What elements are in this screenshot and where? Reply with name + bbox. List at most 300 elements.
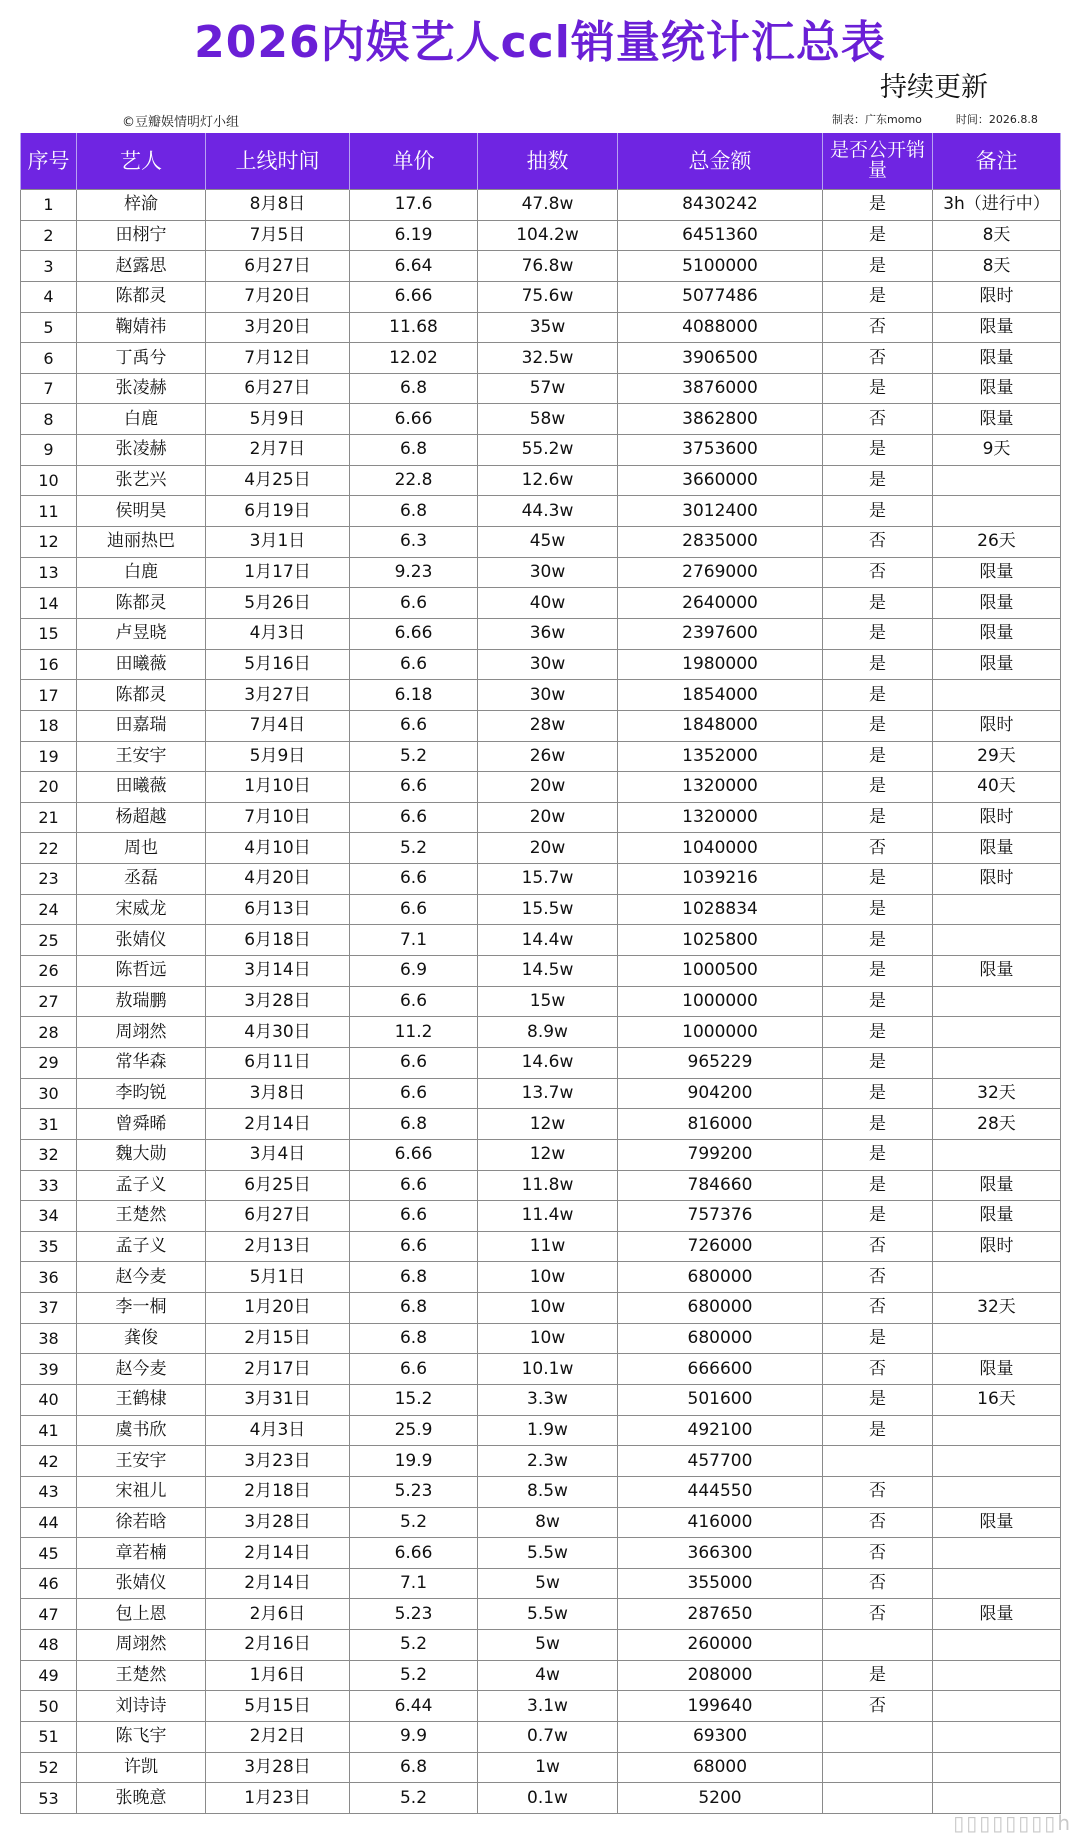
cell-count: 10w: [478, 1293, 618, 1324]
cell-launch-date: 6月27日: [206, 1201, 350, 1232]
cell-total-amount: 1000000: [618, 1017, 823, 1048]
cell-launch-date: 7月20日: [206, 281, 350, 312]
cell-unit-price: 6.6: [350, 802, 478, 833]
cell-index: 1: [21, 190, 77, 221]
cell-count: 5w: [478, 1630, 618, 1661]
table-row: [21, 1354, 1061, 1385]
cell-notes: 限量: [933, 343, 1061, 374]
table-row: [21, 649, 1061, 680]
cell-index: 23: [21, 864, 77, 895]
cell-count: 2.3w: [478, 1446, 618, 1477]
cell-index: 48: [21, 1630, 77, 1661]
cell-artist: 李一桐: [77, 1293, 206, 1324]
cell-unit-price: 6.44: [350, 1691, 478, 1722]
cell-artist: 赵今麦: [77, 1262, 206, 1293]
cell-count: 8.5w: [478, 1476, 618, 1507]
cell-count: 8.9w: [478, 1017, 618, 1048]
cell-public-sales: 否: [823, 1354, 933, 1385]
cell-total-amount: 2640000: [618, 588, 823, 619]
cell-public-sales: 是: [823, 373, 933, 404]
cell-count: 20w: [478, 802, 618, 833]
cell-notes: 限时: [933, 281, 1061, 312]
cell-artist: 周翊然: [77, 1630, 206, 1661]
cell-notes: [933, 1568, 1061, 1599]
cell-total-amount: 260000: [618, 1630, 823, 1661]
cell-launch-date: 5月16日: [206, 649, 350, 680]
cell-notes: [933, 680, 1061, 711]
cell-unit-price: 6.3: [350, 527, 478, 558]
cell-index: 44: [21, 1507, 77, 1538]
cell-unit-price: 15.2: [350, 1384, 478, 1415]
cell-unit-price: 6.8: [350, 435, 478, 466]
cell-launch-date: 6月18日: [206, 925, 350, 956]
cell-public-sales: 是: [823, 220, 933, 251]
cell-launch-date: 2月13日: [206, 1231, 350, 1262]
table-row: [21, 1415, 1061, 1446]
cell-public-sales: 否: [823, 1568, 933, 1599]
table-row: [21, 772, 1061, 803]
table-row: [21, 220, 1061, 251]
cell-unit-price: 6.9: [350, 956, 478, 987]
cell-count: 30w: [478, 680, 618, 711]
cell-index: 5: [21, 312, 77, 343]
table-row: [21, 373, 1061, 404]
meta-info: [832, 111, 1038, 127]
cell-count: 5.5w: [478, 1599, 618, 1630]
cell-index: 28: [21, 1017, 77, 1048]
cell-index: 12: [21, 527, 77, 558]
cell-total-amount: 1854000: [618, 680, 823, 711]
cell-unit-price: 6.8: [350, 1752, 478, 1783]
cell-count: 0.1w: [478, 1783, 618, 1814]
cell-launch-date: 2月14日: [206, 1568, 350, 1599]
cell-artist: 周翊然: [77, 1017, 206, 1048]
cell-notes: [933, 1752, 1061, 1783]
cell-launch-date: 4月20日: [206, 864, 350, 895]
cell-notes: 限量: [933, 373, 1061, 404]
cell-artist: 章若楠: [77, 1538, 206, 1569]
cell-unit-price: 6.6: [350, 864, 478, 895]
cell-launch-date: 1月10日: [206, 772, 350, 803]
cell-public-sales: [823, 1752, 933, 1783]
header-notes: 备注: [933, 133, 1061, 190]
cell-index: 8: [21, 404, 77, 435]
cell-total-amount: 492100: [618, 1415, 823, 1446]
cell-launch-date: 7月10日: [206, 802, 350, 833]
cell-public-sales: 是: [823, 1109, 933, 1140]
cell-notes: 9天: [933, 435, 1061, 466]
cell-index: 41: [21, 1415, 77, 1446]
table-row: [21, 404, 1061, 435]
cell-launch-date: 4月30日: [206, 1017, 350, 1048]
cell-count: 45w: [478, 527, 618, 558]
table-row: [21, 1722, 1061, 1753]
cell-unit-price: 12.02: [350, 343, 478, 374]
cell-launch-date: 3月20日: [206, 312, 350, 343]
cell-total-amount: 1000000: [618, 986, 823, 1017]
table-row: [21, 710, 1061, 741]
cell-total-amount: 69300: [618, 1722, 823, 1753]
cell-notes: [933, 1476, 1061, 1507]
cell-public-sales: 是: [823, 1139, 933, 1170]
cell-unit-price: 6.66: [350, 281, 478, 312]
table-row: [21, 1783, 1061, 1814]
cell-launch-date: 2月6日: [206, 1599, 350, 1630]
cell-unit-price: 6.6: [350, 710, 478, 741]
header-index: 序号: [21, 133, 77, 190]
cell-notes: [933, 1047, 1061, 1078]
cell-artist: 许凯: [77, 1752, 206, 1783]
cell-total-amount: 1039216: [618, 864, 823, 895]
cell-launch-date: 3月23日: [206, 1446, 350, 1477]
cell-notes: 限量: [933, 312, 1061, 343]
cell-unit-price: 6.8: [350, 1262, 478, 1293]
cell-artist: 张婧仪: [77, 925, 206, 956]
cell-launch-date: 5月1日: [206, 1262, 350, 1293]
cell-artist: 曾舜晞: [77, 1109, 206, 1140]
cell-count: 11.8w: [478, 1170, 618, 1201]
cell-artist: 李昀锐: [77, 1078, 206, 1109]
cell-notes: [933, 1660, 1061, 1691]
table-row: [21, 986, 1061, 1017]
table-row: [21, 1384, 1061, 1415]
cell-total-amount: 1352000: [618, 741, 823, 772]
cell-count: 20w: [478, 833, 618, 864]
cell-public-sales: 否: [823, 312, 933, 343]
cell-unit-price: 6.6: [350, 1078, 478, 1109]
table-row: [21, 435, 1061, 466]
cell-index: 37: [21, 1293, 77, 1324]
cell-index: 45: [21, 1538, 77, 1569]
cell-notes: [933, 1783, 1061, 1814]
cell-index: 6: [21, 343, 77, 374]
cell-public-sales: [823, 1722, 933, 1753]
cell-artist: 陈哲远: [77, 956, 206, 987]
cell-launch-date: 6月19日: [206, 496, 350, 527]
cell-notes: 限量: [933, 1170, 1061, 1201]
cell-artist: 常华森: [77, 1047, 206, 1078]
cell-index: 29: [21, 1047, 77, 1078]
cell-launch-date: 2月14日: [206, 1109, 350, 1140]
cell-public-sales: 是: [823, 925, 933, 956]
cell-unit-price: 6.6: [350, 894, 478, 925]
date-label: 时间：2026.8.8: [955, 113, 1038, 126]
cell-total-amount: 3876000: [618, 373, 823, 404]
cell-public-sales: [823, 1783, 933, 1814]
cell-count: 28w: [478, 710, 618, 741]
cell-index: 36: [21, 1262, 77, 1293]
cell-count: 14.6w: [478, 1047, 618, 1078]
cell-launch-date: 6月13日: [206, 894, 350, 925]
cell-notes: [933, 894, 1061, 925]
cell-count: 5.5w: [478, 1538, 618, 1569]
cell-notes: 29天: [933, 741, 1061, 772]
cell-count: 76.8w: [478, 251, 618, 282]
cell-unit-price: 6.8: [350, 373, 478, 404]
cell-index: 14: [21, 588, 77, 619]
cell-unit-price: 6.6: [350, 588, 478, 619]
cell-total-amount: 1848000: [618, 710, 823, 741]
cell-artist: 陈都灵: [77, 680, 206, 711]
cell-artist: 徐若晗: [77, 1507, 206, 1538]
cell-index: 11: [21, 496, 77, 527]
cell-public-sales: 是: [823, 1201, 933, 1232]
cell-total-amount: 680000: [618, 1262, 823, 1293]
cell-count: 32.5w: [478, 343, 618, 374]
header-launch-date: 上线时间: [206, 133, 350, 190]
table-row: [21, 1078, 1061, 1109]
cell-artist: 杨超越: [77, 802, 206, 833]
table-row: [21, 1262, 1061, 1293]
cell-count: 75.6w: [478, 281, 618, 312]
cell-public-sales: 是: [823, 1323, 933, 1354]
cell-unit-price: 6.66: [350, 1538, 478, 1569]
cell-notes: 8天: [933, 220, 1061, 251]
cell-unit-price: 6.19: [350, 220, 478, 251]
cell-public-sales: 否: [823, 1599, 933, 1630]
table-row: [21, 465, 1061, 496]
cell-notes: 限量: [933, 1599, 1061, 1630]
cell-index: 53: [21, 1783, 77, 1814]
cell-index: 39: [21, 1354, 77, 1385]
cell-count: 47.8w: [478, 190, 618, 221]
table-row: [21, 1507, 1061, 1538]
cell-index: 3: [21, 251, 77, 282]
cell-public-sales: 是: [823, 1078, 933, 1109]
cell-public-sales: 是: [823, 435, 933, 466]
cell-notes: [933, 986, 1061, 1017]
cell-public-sales: 是: [823, 680, 933, 711]
cell-total-amount: 726000: [618, 1231, 823, 1262]
table-row: [21, 588, 1061, 619]
header-artist: 艺人: [77, 133, 206, 190]
cell-unit-price: 6.66: [350, 1139, 478, 1170]
cell-unit-price: 6.18: [350, 680, 478, 711]
cell-launch-date: 4月25日: [206, 465, 350, 496]
header-unit-price: 单价: [350, 133, 478, 190]
cell-artist: 迪丽热巴: [77, 527, 206, 558]
cell-launch-date: 6月27日: [206, 251, 350, 282]
cell-index: 13: [21, 557, 77, 588]
cell-count: 12.6w: [478, 465, 618, 496]
cell-total-amount: 1980000: [618, 649, 823, 680]
cell-notes: 限时: [933, 864, 1061, 895]
cell-notes: [933, 496, 1061, 527]
cell-launch-date: 3月28日: [206, 986, 350, 1017]
cell-public-sales: 是: [823, 281, 933, 312]
cell-launch-date: 3月28日: [206, 1752, 350, 1783]
cell-public-sales: 否: [823, 404, 933, 435]
cell-notes: [933, 1415, 1061, 1446]
cell-count: 15.5w: [478, 894, 618, 925]
cell-count: 40w: [478, 588, 618, 619]
cell-unit-price: 6.6: [350, 1170, 478, 1201]
cell-launch-date: 1月23日: [206, 1783, 350, 1814]
cell-launch-date: 1月6日: [206, 1660, 350, 1691]
maker-label: 制表：广东momo: [832, 113, 922, 126]
cell-total-amount: 816000: [618, 1109, 823, 1140]
cell-notes: [933, 1446, 1061, 1477]
table-row: [21, 1047, 1061, 1078]
cell-unit-price: 6.6: [350, 1354, 478, 1385]
table-row: [21, 557, 1061, 588]
table-row: [21, 741, 1061, 772]
cell-launch-date: 4月10日: [206, 833, 350, 864]
cell-artist: 刘诗诗: [77, 1691, 206, 1722]
cell-public-sales: 是: [823, 710, 933, 741]
cell-index: 38: [21, 1323, 77, 1354]
cell-artist: 丞磊: [77, 864, 206, 895]
cell-launch-date: 5月26日: [206, 588, 350, 619]
cell-count: 3.1w: [478, 1691, 618, 1722]
cell-total-amount: 784660: [618, 1170, 823, 1201]
cell-artist: 宋祖儿: [77, 1476, 206, 1507]
cell-notes: 限量: [933, 557, 1061, 588]
cell-artist: 白鹿: [77, 404, 206, 435]
cell-index: 47: [21, 1599, 77, 1630]
cell-launch-date: 3月14日: [206, 956, 350, 987]
cell-artist: 陈飞宇: [77, 1722, 206, 1753]
cell-artist: 王安宇: [77, 1446, 206, 1477]
cell-index: 50: [21, 1691, 77, 1722]
cell-unit-price: 11.68: [350, 312, 478, 343]
cell-total-amount: 3753600: [618, 435, 823, 466]
cell-public-sales: 否: [823, 1231, 933, 1262]
cell-unit-price: 7.1: [350, 1568, 478, 1599]
cell-index: 30: [21, 1078, 77, 1109]
cell-index: 49: [21, 1660, 77, 1691]
cell-index: 21: [21, 802, 77, 833]
cell-total-amount: 355000: [618, 1568, 823, 1599]
cell-notes: 限量: [933, 588, 1061, 619]
cell-count: 104.2w: [478, 220, 618, 251]
cell-unit-price: 6.6: [350, 772, 478, 803]
cell-launch-date: 2月15日: [206, 1323, 350, 1354]
cell-total-amount: 416000: [618, 1507, 823, 1538]
cell-unit-price: 5.2: [350, 741, 478, 772]
cell-notes: 16天: [933, 1384, 1061, 1415]
cell-artist: 孟子义: [77, 1170, 206, 1201]
cell-unit-price: 9.23: [350, 557, 478, 588]
table-row: [21, 1568, 1061, 1599]
cell-total-amount: 1028834: [618, 894, 823, 925]
table-row: [21, 1446, 1061, 1477]
table-row: [21, 680, 1061, 711]
cell-artist: 包上恩: [77, 1599, 206, 1630]
cell-artist: 鞠婧祎: [77, 312, 206, 343]
table-row: [21, 1231, 1061, 1262]
cell-notes: 40天: [933, 772, 1061, 803]
cell-notes: 28天: [933, 1109, 1061, 1140]
cell-unit-price: 7.1: [350, 925, 478, 956]
cell-public-sales: 是: [823, 649, 933, 680]
cell-notes: 限时: [933, 710, 1061, 741]
cell-total-amount: 8430242: [618, 190, 823, 221]
cell-artist: 田曦薇: [77, 772, 206, 803]
cell-unit-price: 6.66: [350, 404, 478, 435]
cell-launch-date: 5月9日: [206, 741, 350, 772]
source-credit: ©豆瓣娱情明灯小组: [122, 115, 240, 130]
cell-unit-price: 19.9: [350, 1446, 478, 1477]
cell-index: 31: [21, 1109, 77, 1140]
cell-public-sales: 是: [823, 1170, 933, 1201]
table-row: [21, 833, 1061, 864]
cell-public-sales: 否: [823, 833, 933, 864]
table-row: [21, 1476, 1061, 1507]
cell-artist: 张艺兴: [77, 465, 206, 496]
cell-notes: [933, 1538, 1061, 1569]
cell-public-sales: 否: [823, 557, 933, 588]
cell-total-amount: 680000: [618, 1293, 823, 1324]
cell-unit-price: 9.9: [350, 1722, 478, 1753]
cell-total-amount: 1040000: [618, 833, 823, 864]
cell-public-sales: 是: [823, 741, 933, 772]
cell-artist: 王楚然: [77, 1201, 206, 1232]
cell-artist: 王楚然: [77, 1660, 206, 1691]
cell-notes: 限量: [933, 956, 1061, 987]
cell-index: 18: [21, 710, 77, 741]
cell-unit-price: 6.8: [350, 1293, 478, 1324]
cell-launch-date: 6月11日: [206, 1047, 350, 1078]
cell-count: 36w: [478, 618, 618, 649]
cell-launch-date: 1月20日: [206, 1293, 350, 1324]
table-row: [21, 343, 1061, 374]
cell-count: 30w: [478, 649, 618, 680]
cell-count: 0.7w: [478, 1722, 618, 1753]
cell-launch-date: 2月16日: [206, 1630, 350, 1661]
cell-notes: 限时: [933, 1231, 1061, 1262]
cell-total-amount: 5077486: [618, 281, 823, 312]
cell-total-amount: 680000: [618, 1323, 823, 1354]
cell-public-sales: 否: [823, 1538, 933, 1569]
cell-unit-price: 25.9: [350, 1415, 478, 1446]
cell-notes: [933, 1262, 1061, 1293]
table-row: [21, 1599, 1061, 1630]
cell-unit-price: 6.6: [350, 1201, 478, 1232]
cell-launch-date: 7月12日: [206, 343, 350, 374]
cell-artist: 敖瑞鹏: [77, 986, 206, 1017]
cell-index: 20: [21, 772, 77, 803]
cell-total-amount: 2769000: [618, 557, 823, 588]
cell-launch-date: 3月28日: [206, 1507, 350, 1538]
cell-unit-price: 5.2: [350, 1783, 478, 1814]
table-row: [21, 1201, 1061, 1232]
cell-public-sales: 是: [823, 986, 933, 1017]
table-row: [21, 496, 1061, 527]
cell-total-amount: 1000500: [618, 956, 823, 987]
cell-public-sales: [823, 1630, 933, 1661]
cell-public-sales: [823, 1446, 933, 1477]
cell-public-sales: 是: [823, 618, 933, 649]
cell-public-sales: 是: [823, 496, 933, 527]
cell-launch-date: 8月8日: [206, 190, 350, 221]
cell-artist: 赵露思: [77, 251, 206, 282]
cell-unit-price: 22.8: [350, 465, 478, 496]
cell-artist: 张凌赫: [77, 373, 206, 404]
header-total-amount: 总金额: [618, 133, 823, 190]
cell-count: 1.9w: [478, 1415, 618, 1446]
cell-public-sales: 否: [823, 1507, 933, 1538]
cell-total-amount: 965229: [618, 1047, 823, 1078]
cell-total-amount: 757376: [618, 1201, 823, 1232]
cell-notes: [933, 1323, 1061, 1354]
cell-artist: 张凌赫: [77, 435, 206, 466]
cell-total-amount: 457700: [618, 1446, 823, 1477]
cell-total-amount: 3012400: [618, 496, 823, 527]
cell-index: 26: [21, 956, 77, 987]
cell-unit-price: 5.23: [350, 1599, 478, 1630]
cell-artist: 白鹿: [77, 557, 206, 588]
